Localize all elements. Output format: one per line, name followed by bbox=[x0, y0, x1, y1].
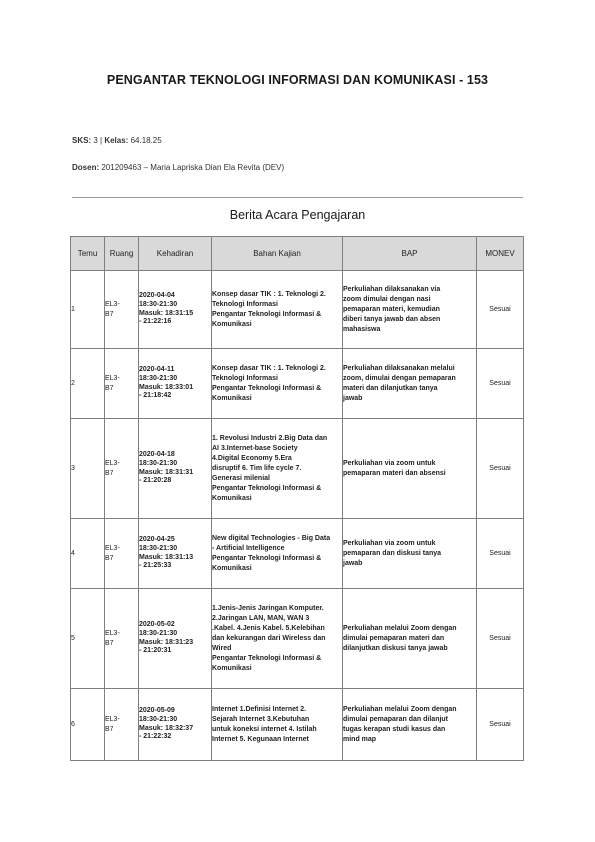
cell-bap: Perkuliahan via zoom untuk pemaparan materi dan absensi bbox=[343, 419, 477, 519]
dosen-value: 201209463 – Maria Lapriska Dian Ela Revita (DEV) bbox=[99, 163, 285, 172]
cell-ruang: EL3- B7 bbox=[105, 519, 139, 589]
lecturer-info bbox=[72, 163, 284, 172]
header-bap: BAP bbox=[343, 237, 477, 271]
cell-ruang: EL3- B7 bbox=[105, 349, 139, 419]
header-kehadiran: Kehadiran bbox=[139, 237, 212, 271]
cell-temu: 3 bbox=[71, 419, 105, 519]
cell-kehadiran: 2020-05-09 18:30-21:30 Masuk: 18:32:37 - 21:22:32 bbox=[139, 689, 212, 761]
table-row bbox=[71, 689, 524, 761]
cell-monev: Sesuai bbox=[477, 271, 524, 349]
class-info bbox=[72, 136, 162, 145]
cell-bahan-kajian: Internet 1.Definisi Internet 2. Sejarah Internet 3.Kebutuhan untuk koneksi internet 4. Istilah Internet 5. Kegunaan Internet bbox=[212, 689, 343, 761]
cell-monev: Sesuai bbox=[477, 689, 524, 761]
cell-bap: Perkuliahan dilaksanakan via zoom dimulai dengan nasi pemaparan materi, kemudian diberi tanya jawab dan absen mahasiswa bbox=[343, 271, 477, 349]
course-title: PENGANTAR TEKNOLOGI INFORMASI DAN KOMUNIKASI - 153 bbox=[106, 73, 489, 87]
cell-kehadiran: 2020-05-02 18:30-21:30 Masuk: 18:31:23 - 21:20:31 bbox=[139, 589, 212, 689]
cell-temu: 4 bbox=[71, 519, 105, 589]
cell-ruang: EL3- B7 bbox=[105, 271, 139, 349]
cell-bap: Perkuliahan melalui Zoom dengan dimulai pemaparan materi dan dilanjutkan diskusi tanya jawab bbox=[343, 589, 477, 689]
cell-monev: Sesuai bbox=[477, 519, 524, 589]
bap-table bbox=[70, 236, 524, 761]
table-row bbox=[71, 419, 524, 519]
cell-ruang: EL3- B7 bbox=[105, 419, 139, 519]
sks-label: SKS: bbox=[72, 136, 92, 145]
cell-kehadiran: 2020-04-11 18:30-21:30 Masuk: 18:33:01 - 21:18:42 bbox=[139, 349, 212, 419]
cell-bahan-kajian: 1. Revolusi Industri 2.Big Data dan AI 3.Internet-base Society 4.Digital Economy 5.Era disruptif 6. Tim life cycle 7. Generasi milenial Pengantar Teknologi Informasi & Komunikasi bbox=[212, 419, 343, 519]
table-row bbox=[71, 589, 524, 689]
cell-ruang: EL3- B7 bbox=[105, 689, 139, 761]
cell-monev: Sesuai bbox=[477, 419, 524, 519]
sks-value: 3 | bbox=[91, 136, 105, 145]
cell-bap: Perkuliahan via zoom untuk pemaparan dan diskusi tanya jawab bbox=[343, 519, 477, 589]
cell-temu: 1 bbox=[71, 271, 105, 349]
cell-kehadiran: 2020-04-04 18:30-21:30 Masuk: 18:31:15 - 21:22:16 bbox=[139, 271, 212, 349]
header-bahan-kajian: Bahan Kajian bbox=[212, 237, 343, 271]
cell-kehadiran: 2020-04-25 18:30-21:30 Masuk: 18:31:13 - 21:25:33 bbox=[139, 519, 212, 589]
cell-kehadiran: 2020-04-18 18:30-21:30 Masuk: 18:31:31 - 21:20:28 bbox=[139, 419, 212, 519]
dosen-label: Dosen: bbox=[72, 163, 100, 172]
cell-bahan-kajian: New digital Technologies - Big Data - Artificial Intelligence Pengantar Teknologi Informasi & Komunikasi bbox=[212, 519, 343, 589]
cell-temu: 5 bbox=[71, 589, 105, 689]
cell-monev: Sesuai bbox=[477, 589, 524, 689]
cell-bap: Perkuliahan melalui Zoom dengan dimulai pemaparan dan dilanjut tugas kerapan studi kasus dan mind map bbox=[343, 689, 477, 761]
cell-bap: Perkuliahan dilaksanakan melalui zoom, dimulai dengan pemaparan materi dan dilanjutkan tanya jawab bbox=[343, 349, 477, 419]
cell-temu: 6 bbox=[71, 689, 105, 761]
section-title: Berita Acara Pengajaran bbox=[229, 208, 366, 222]
cell-ruang: EL3- B7 bbox=[105, 589, 139, 689]
cell-monev: Sesuai bbox=[477, 349, 524, 419]
header-ruang: Ruang bbox=[105, 237, 139, 271]
cell-temu: 2 bbox=[71, 349, 105, 419]
cell-bahan-kajian: Konsep dasar TIK : 1. Teknologi 2. Teknologi Informasi Pengantar Teknologi Informasi & Komunikasi bbox=[212, 349, 343, 419]
header-temu: Temu bbox=[71, 237, 105, 271]
table-row bbox=[71, 271, 524, 349]
kelas-label: Kelas: bbox=[104, 136, 129, 145]
divider bbox=[72, 197, 523, 198]
header-monev: MONEV bbox=[477, 237, 524, 271]
table-header-row bbox=[71, 237, 524, 271]
cell-bahan-kajian: 1.Jenis-Jenis Jaringan Komputer. 2.Jaringan LAN, MAN, WAN 3 .Kabel. 4.Jenis Kabel. 5.Kelebihan dan kekurangan dari Wireless dan Wired Pengantar Teknologi Informasi & Komunikasi bbox=[212, 589, 343, 689]
table-row bbox=[71, 519, 524, 589]
cell-bahan-kajian: Konsep dasar TIK : 1. Teknologi 2. Teknologi Informasi Pengantar Teknologi Informasi & Komunikasi bbox=[212, 271, 343, 349]
kelas-value: 64.18.25 bbox=[128, 136, 162, 145]
table-row bbox=[71, 349, 524, 419]
